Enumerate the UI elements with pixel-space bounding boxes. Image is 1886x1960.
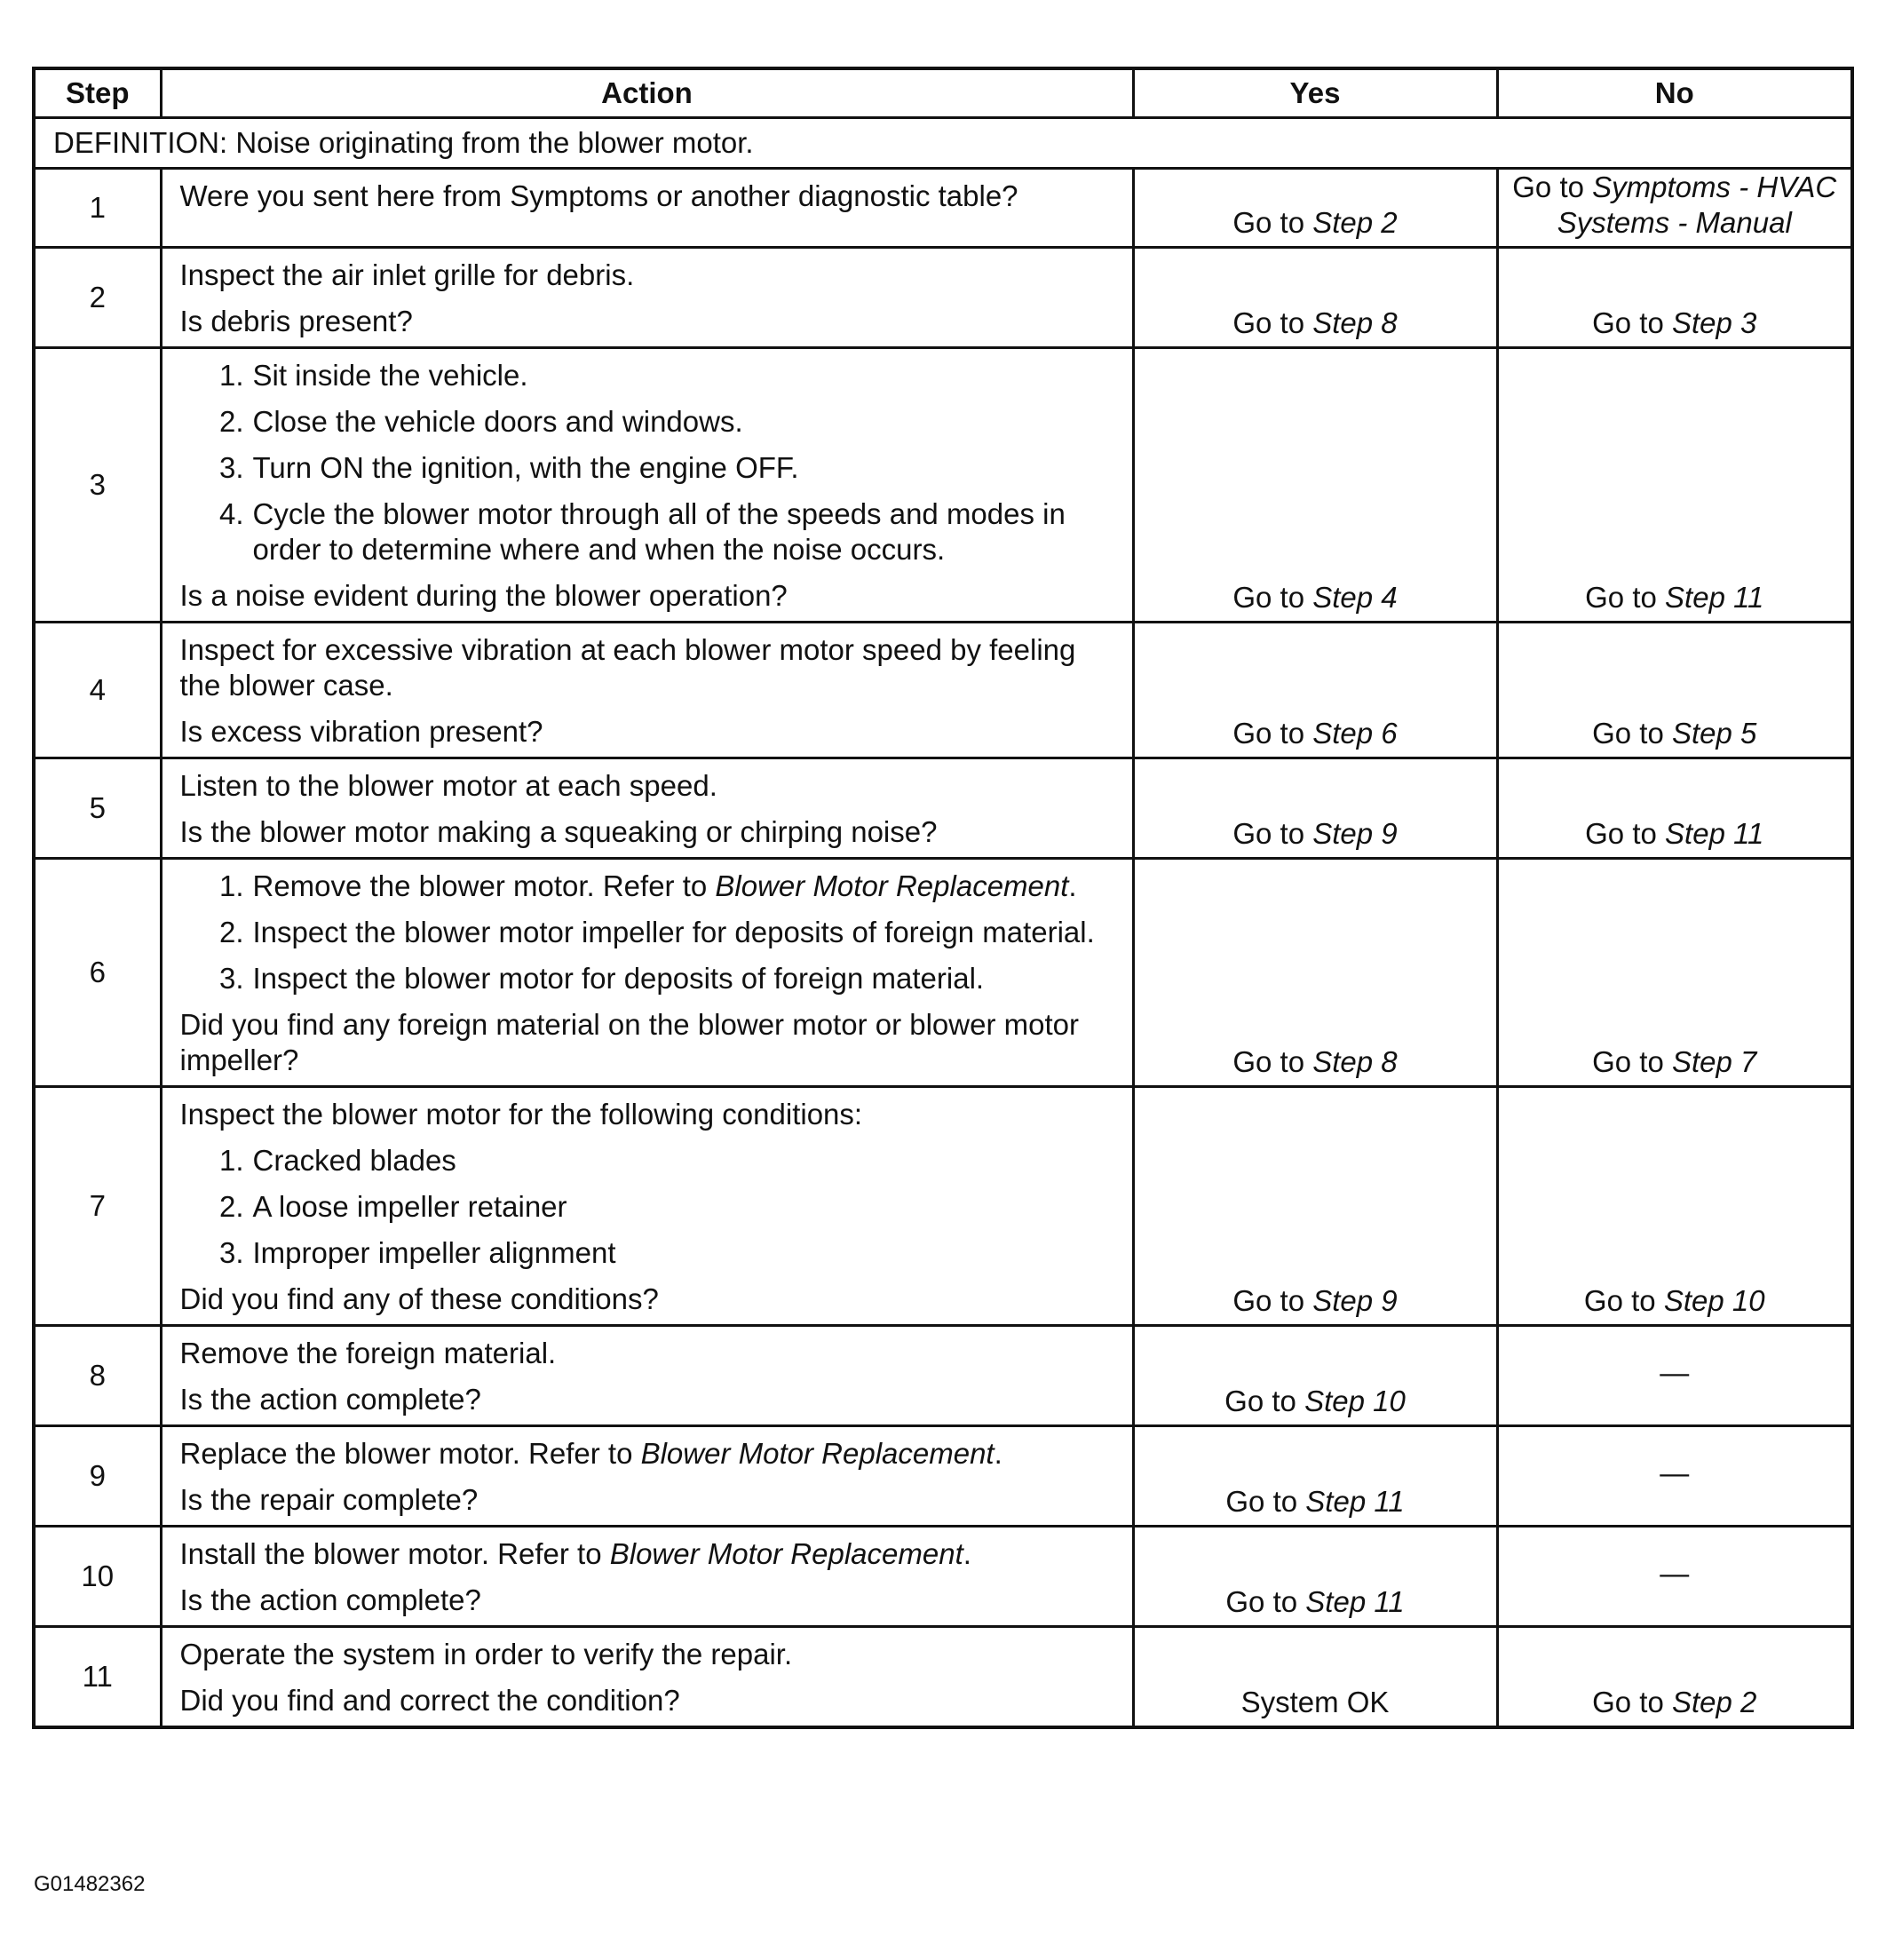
step-number: 5 [34, 758, 161, 859]
reference-text: Step 9 [1312, 817, 1398, 850]
action-question [180, 714, 1114, 750]
action-question [180, 1282, 1114, 1317]
reference-text: Step 8 [1312, 306, 1398, 339]
step-item-number: 3. [218, 962, 244, 995]
action-question [180, 1583, 1114, 1618]
action-question [180, 179, 1114, 214]
yes-result [1133, 1426, 1497, 1527]
action-cell [161, 1426, 1133, 1527]
text-run: Go to [1232, 717, 1313, 750]
yes-result [1133, 169, 1497, 248]
action-question [180, 304, 1114, 339]
table-row [34, 758, 1852, 859]
action-text [180, 768, 1114, 804]
table-body [34, 118, 1852, 1728]
text-run: Go to [1592, 306, 1672, 339]
text-run: Go to [1225, 1585, 1306, 1618]
text-run: . [963, 1537, 971, 1570]
no-result [1497, 1087, 1852, 1326]
action-step [180, 404, 1114, 440]
text-run: Inspect the air inlet grille for debris. [179, 258, 635, 291]
reference-text: Symptoms - HVAC Systems - Manual [1557, 171, 1837, 239]
text-run: Remove the blower motor. Refer to [252, 869, 716, 902]
yes-result [1133, 348, 1497, 623]
text-run: Is the action complete? [179, 1383, 481, 1416]
table-row [34, 623, 1852, 758]
text-run: Go to [1232, 1284, 1313, 1317]
action-text [180, 1536, 1114, 1572]
step-number: 9 [34, 1426, 161, 1527]
action-question [180, 578, 1114, 614]
text-run: Go to [1585, 581, 1666, 614]
yes-result [1133, 248, 1497, 348]
text-run: Close the vehicle doors and windows. [252, 405, 743, 438]
text-run: Go to [1232, 1045, 1313, 1078]
no-result [1497, 348, 1852, 623]
step-item-number: 1. [218, 1144, 244, 1177]
yes-result [1133, 1527, 1497, 1627]
reference-text: Step 11 [1305, 1485, 1405, 1518]
action-step [180, 1235, 1114, 1271]
text-run: Operate the system in order to verify the repair. [179, 1638, 793, 1670]
text-run: Go to [1232, 206, 1313, 239]
action-text [180, 1336, 1114, 1371]
table-row [34, 859, 1852, 1087]
action-step [180, 1189, 1114, 1225]
yes-result [1133, 758, 1497, 859]
step-item-number: 2. [218, 405, 244, 438]
text-run: Go to [1592, 1686, 1672, 1718]
reference-text: Step 5 [1671, 717, 1757, 750]
reference-text: Step 9 [1312, 1284, 1398, 1317]
text-run: — [1660, 1557, 1690, 1590]
text-run: Inspect the blower motor for the following conditions: [179, 1098, 863, 1131]
diagnostic-table [32, 67, 1854, 1729]
step-number: 6 [34, 859, 161, 1087]
text-run: Go to [1583, 1284, 1664, 1317]
text-run: Sit inside the vehicle. [252, 359, 528, 392]
step-number: 3 [34, 348, 161, 623]
no-result [1497, 1527, 1852, 1627]
table-row [34, 1326, 1852, 1426]
yes-result [1133, 1326, 1497, 1426]
text-run: Improper impeller alignment [252, 1236, 616, 1269]
reference-text: Step 10 [1304, 1385, 1406, 1417]
action-steps-list [180, 1143, 1114, 1271]
action-question [180, 1683, 1114, 1718]
step-item-number: 4. [218, 497, 244, 530]
step-item-number: 2. [218, 916, 244, 948]
action-cell [161, 1326, 1133, 1426]
text-run: Go to [1592, 717, 1672, 750]
yes-result [1133, 1087, 1497, 1326]
action-steps-list [180, 358, 1114, 567]
action-question [180, 1382, 1114, 1417]
reference-text: Step 6 [1312, 717, 1398, 750]
action-step [180, 869, 1114, 904]
text-run: Go to [1232, 306, 1313, 339]
action-step [180, 915, 1114, 950]
text-run: Go to [1224, 1385, 1305, 1417]
action-text [180, 1097, 1114, 1132]
header-action: Action [161, 68, 1133, 118]
text-run: Did you find any of these conditions? [179, 1282, 659, 1315]
text-run: Is the action complete? [179, 1583, 481, 1616]
text-run: Go to [1225, 1485, 1306, 1518]
action-text [180, 1436, 1114, 1472]
text-run: Were you sent here from Symptoms or another diagnostic table? [179, 179, 1018, 212]
action-step [180, 358, 1114, 393]
no-result [1497, 1627, 1852, 1728]
text-run: A loose impeller retainer [252, 1190, 567, 1223]
action-cell [161, 1627, 1133, 1728]
text-run: Is the blower motor making a squeaking or chirping noise? [179, 815, 938, 848]
step-number: 11 [34, 1627, 161, 1728]
text-run: . [994, 1437, 1002, 1470]
text-run: Inspect for excessive vibration at each blower motor speed by feeling the blower case. [179, 633, 1076, 702]
yes-result [1133, 859, 1497, 1087]
action-cell [161, 1527, 1133, 1627]
step-number: 2 [34, 248, 161, 348]
table-row [34, 1087, 1852, 1326]
action-text [180, 258, 1114, 293]
header-step: Step [34, 68, 161, 118]
step-item-number: 2. [218, 1190, 244, 1223]
action-text [180, 1637, 1114, 1672]
step-number: 10 [34, 1527, 161, 1627]
text-run: Turn ON the ignition, with the engine OFF. [252, 451, 799, 484]
action-step [180, 450, 1114, 486]
header-yes: Yes [1133, 68, 1497, 118]
text-run: — [1660, 1356, 1690, 1389]
no-result [1497, 1326, 1852, 1426]
reference-text: Blower Motor Replacement [609, 1537, 963, 1570]
reference-text: Step 11 [1665, 817, 1764, 850]
action-question [180, 1007, 1114, 1078]
step-item-number: 1. [218, 869, 244, 902]
no-result [1497, 758, 1852, 859]
table-row [34, 169, 1852, 248]
text-run: . [1068, 869, 1077, 902]
step-number: 1 [34, 169, 161, 248]
table-row [34, 248, 1852, 348]
text-run: Is debris present? [179, 305, 413, 337]
action-step [180, 961, 1114, 996]
figure-code: G01482362 [34, 1872, 146, 1896]
definition-row [34, 118, 1852, 169]
text-run: Did you find and correct the condition? [179, 1684, 680, 1717]
step-number: 8 [34, 1326, 161, 1426]
reference-text: Step 2 [1312, 206, 1398, 239]
step-item-number: 3. [218, 451, 244, 484]
yes-result [1133, 623, 1497, 758]
text-run: — [1660, 1456, 1690, 1489]
text-run: Cycle the blower motor through all of the speeds and modes in order to determine where and when the noise occurs. [252, 497, 1066, 566]
reference-text: Step 4 [1312, 581, 1398, 614]
header-no: No [1497, 68, 1852, 118]
text-run: Remove the foreign material. [179, 1337, 557, 1369]
reference-text: Step 7 [1671, 1045, 1757, 1078]
reference-text: Step 11 [1305, 1585, 1405, 1618]
table-row [34, 1627, 1852, 1728]
reference-text: Step 3 [1671, 306, 1757, 339]
step-number: 7 [34, 1087, 161, 1326]
no-result [1497, 1426, 1852, 1527]
step-number: 4 [34, 623, 161, 758]
action-question [180, 814, 1114, 850]
text-run: Listen to the blower motor at each speed. [179, 769, 717, 802]
definition-text: DEFINITION: Noise originating from the blower motor. [34, 118, 1852, 169]
text-run: Is a noise evident during the blower operation? [179, 579, 788, 612]
text-run: Inspect the blower motor for deposits of foreign material. [252, 962, 985, 995]
text-run: Did you find any foreign material on the blower motor or blower motor impeller? [179, 1008, 1079, 1076]
reference-text: Step 8 [1312, 1045, 1398, 1078]
no-result [1497, 248, 1852, 348]
action-question [180, 1482, 1114, 1518]
action-cell [161, 623, 1133, 758]
reference-text: Blower Motor Replacement [715, 869, 1069, 902]
no-result [1497, 859, 1852, 1087]
table-row [34, 348, 1852, 623]
action-cell [161, 1087, 1133, 1326]
text-run: Cracked blades [252, 1144, 456, 1177]
reference-text: Blower Motor Replacement [640, 1437, 995, 1470]
action-cell [161, 758, 1133, 859]
action-text [180, 632, 1114, 703]
text-run: Replace the blower motor. Refer to [179, 1437, 641, 1470]
yes-result [1133, 1627, 1497, 1728]
action-step [180, 1143, 1114, 1178]
reference-text: Step 11 [1665, 581, 1764, 614]
text-run: Inspect the blower motor impeller for deposits of foreign material. [252, 916, 1095, 948]
text-run: Install the blower motor. Refer to [179, 1537, 610, 1570]
action-cell [161, 859, 1133, 1087]
table-row [34, 1527, 1852, 1627]
action-cell [161, 348, 1133, 623]
header-row [34, 68, 1852, 118]
no-result [1497, 623, 1852, 758]
action-steps-list [180, 869, 1114, 996]
text-run: Go to [1232, 817, 1313, 850]
text-run: Go to [1232, 581, 1313, 614]
action-cell [161, 169, 1133, 248]
reference-text: Step 2 [1671, 1686, 1757, 1718]
text-run: Is the repair complete? [179, 1483, 479, 1516]
no-result [1497, 169, 1852, 248]
text-run: System OK [1240, 1686, 1390, 1718]
text-run: Is excess vibration present? [179, 715, 543, 748]
reference-text: Step 10 [1663, 1284, 1765, 1317]
table-row [34, 1426, 1852, 1527]
text-run: Go to [1585, 817, 1666, 850]
step-item-number: 1. [218, 359, 244, 392]
action-cell [161, 248, 1133, 348]
step-item-number: 3. [218, 1236, 244, 1269]
text-run: Go to [1592, 1045, 1672, 1078]
action-step [180, 496, 1114, 567]
text-run: Go to [1512, 171, 1593, 203]
